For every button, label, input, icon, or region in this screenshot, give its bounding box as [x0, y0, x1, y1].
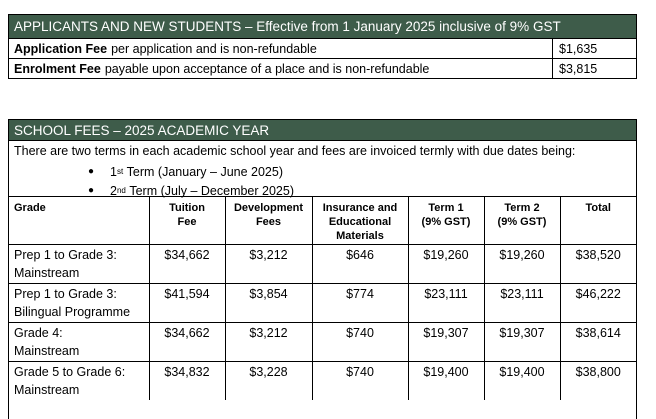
term-1-item: ● 1 st Term (January – June 2025)	[88, 164, 284, 179]
school-fees-table	[8, 119, 637, 419]
term2-cell: $19,400	[484, 362, 560, 401]
enrolment-fee-desc: payable upon acceptance of a place and is non-refundable	[104, 61, 430, 76]
application-fee-desc: per application and is non-refundable	[111, 41, 317, 56]
col-total: Total	[560, 197, 636, 245]
development-cell: $3,212	[225, 323, 312, 362]
tuition-cell: $34,662	[149, 245, 225, 284]
col-insurance: Insurance and Educational Materials	[312, 197, 408, 245]
total-cell: $38,520	[560, 245, 636, 284]
grade-cell: Prep 1 to Grade 3: Mainstream	[9, 245, 149, 284]
applicants-header: APPLICANTS AND NEW STUDENTS – Effective from 1 January 2025 inclusive of 9% GST	[9, 15, 636, 39]
bullet-icon: ●	[88, 185, 95, 196]
insurance-cell: $740	[312, 362, 408, 401]
development-cell: $3,228	[225, 362, 312, 401]
school-fees-header: SCHOOL FEES – 2025 ACADEMIC YEAR	[9, 120, 636, 141]
table-row	[9, 323, 636, 362]
col-term1: Term 1 (9% GST)	[408, 197, 484, 245]
term2-cell: $19,307	[484, 323, 560, 362]
table-row	[9, 284, 636, 323]
tuition-cell: $41,594	[149, 284, 225, 323]
fees-table	[9, 197, 636, 400]
total-cell: $38,614	[560, 323, 636, 362]
insurance-cell: $740	[312, 323, 408, 362]
application-fee-row	[9, 39, 636, 59]
development-cell: $3,212	[225, 245, 312, 284]
total-cell: $38,800	[560, 362, 636, 401]
grade-cell: Prep 1 to Grade 3: Bilingual Programme	[9, 284, 149, 323]
term1-cell: $19,260	[408, 245, 484, 284]
enrolment-fee-amount: $3,815	[559, 61, 598, 76]
term-1-text: Term (January – June 2025)	[126, 164, 284, 179]
term-2-text: Term (July – December 2025)	[129, 183, 294, 198]
enrolment-fee-label: Enrolment Fee	[14, 61, 101, 76]
insurance-cell: $646	[312, 245, 408, 284]
col-term2: Term 2 (9% GST)	[484, 197, 560, 245]
total-cell: $46,222	[560, 284, 636, 323]
bullet-icon: ●	[88, 166, 95, 177]
table-row	[9, 245, 636, 284]
term1-cell: $23,111	[408, 284, 484, 323]
col-development: Development Fees	[225, 197, 312, 245]
insurance-cell: $774	[312, 284, 408, 323]
tuition-cell: $34,662	[149, 323, 225, 362]
intro-text: There are two terms in each academic school year and fees are invoiced termly with due dates being:	[14, 144, 576, 158]
application-fee-amount: $1,635	[559, 41, 598, 56]
term2-cell: $19,260	[484, 245, 560, 284]
table-row	[9, 362, 636, 401]
application-fee-label: Application Fee	[14, 41, 108, 56]
grade-cell: Grade 5 to Grade 6: Mainstream	[9, 362, 149, 401]
development-cell: $3,854	[225, 284, 312, 323]
term1-cell: $19,307	[408, 323, 484, 362]
col-grade: Grade	[9, 197, 149, 245]
enrolment-fee-row	[9, 59, 636, 78]
term2-cell: $23,111	[484, 284, 560, 323]
col-tuition: Tuition Fee	[149, 197, 225, 245]
grade-cell: Grade 4: Mainstream	[9, 323, 149, 362]
applicants-table	[8, 14, 637, 79]
school-fees-intro	[9, 141, 636, 197]
term1-cell: $19,400	[408, 362, 484, 401]
fees-header-row	[9, 197, 636, 245]
tuition-cell: $34,832	[149, 362, 225, 401]
term-2-item: ● 2 nd Term (July – December 2025)	[88, 183, 294, 198]
